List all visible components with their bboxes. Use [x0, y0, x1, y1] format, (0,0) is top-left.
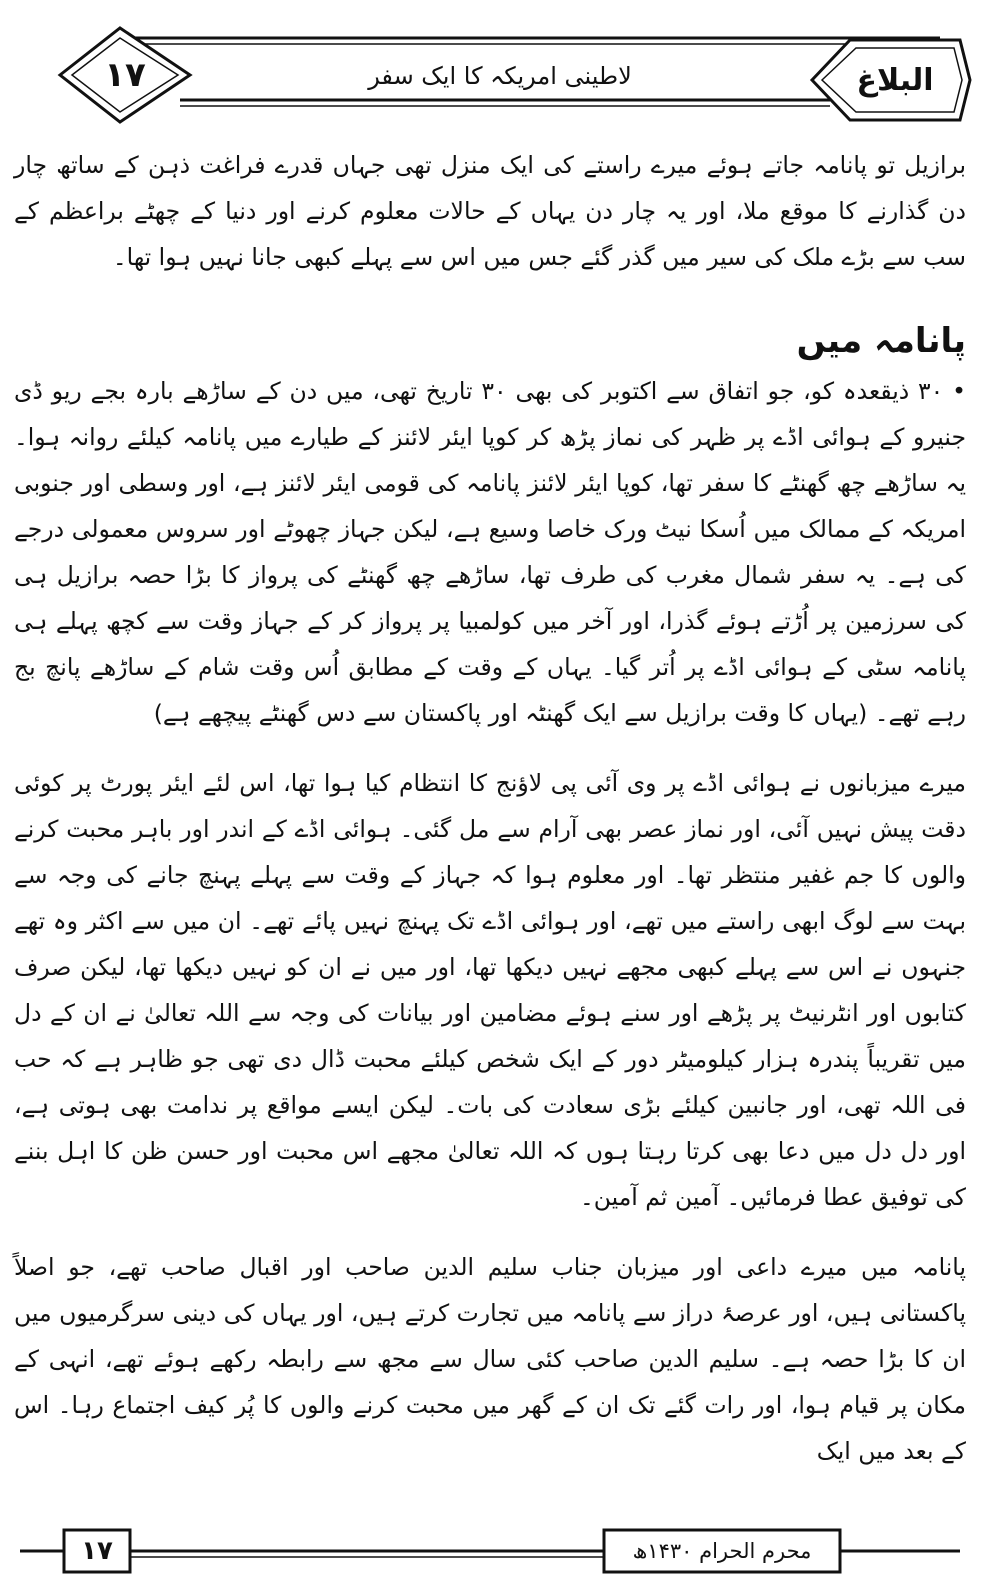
running-title: لاطینی امریکہ کا ایک سفر [368, 62, 632, 90]
page-footer [0, 1520, 990, 1591]
page-header [0, 0, 990, 140]
section-heading: پانامہ میں [796, 321, 966, 361]
footer-page-number: ۱۷ [81, 1536, 113, 1566]
magazine-logo: البلاغ [856, 62, 934, 98]
article-body [14, 122, 966, 1474]
issue-date: محرم الحرام ۱۴۳۰ھ [632, 1539, 812, 1563]
body-paragraph: پانامہ میں میرے داعی اور میزبان جناب سلیم الدین صاحب اور اقبال صاحب تھے، جو اصلاً پاکستانی ہیں، اور عرصۂ دراز سے پانامہ میں تجارت کرتے ہیں، اور یہاں کی دینی سرگرمیوں میں ان کا بڑا حصہ ہے۔ سلیم الدین صاحب کئی سال سے مجھ سے رابطہ رکھے ہوئے تھے، انہی کے مکان پر قیام ہوا، اور رات گئے تک ان کے گھر میں محبت کرنے والوں کا پُر کیف اجتماع رہا۔ اس کے بعد میں ایک [14, 1253, 966, 1465]
header-page-number: ۱۷ [104, 55, 146, 95]
footer-frame [0, 1520, 990, 1591]
body-paragraph: • ۳۰ ذیقعدہ کو، جو اتفاق سے اکتوبر کی بھی ۳۰ تاریخ تھی، میں دن کے ساڑھے بارہ بجے ریو ڈی جنیرو کے ہوائی اڈے پر ظہر کی نماز پڑھ کر کوپا ایئر لائنز کے طیارے میں پانامہ کیلئے روانہ ہوا۔ یہ ساڑھے چھ گھنٹے کا سفر تھا، کوپا ایئر لائنز پانامہ کی قومی ایئر لائنز ہے، اور وسطی اور جنوبی امریکہ کے ممالک میں اُسکا نیٹ ورک خاصا وسیع ہے، لیکن جہاز چھوٹے اور سروس معمولی درجے کی ہے۔ یہ سفر شمال مغرب کی طرف تھا، ساڑھے چھ گھنٹے کی پرواز کا بڑا حصہ برازیل ہی کی سرزمین پر اُڑتے ہوئے گذرا، اور آخر میں کولمبیا پر پرواز کر کے جہاز وقت سے کچھ پہلے ہی پانامہ سٹی کے ہوائی اڈے پر اُتر گیا۔ یہاں کے وقت کے مطابق اُس وقت شام کے ساڑھے پانچ بج رہے تھے۔ (یہاں کا وقت برازیل سے ایک گھنٹہ اور پاکستان سے دس گھنٹے پیچھے ہے) [14, 377, 966, 727]
body-paragraph: میرے میزبانوں نے ہوائی اڈے پر وی آئی پی لاؤنج کا انتظام کیا ہوا تھا، اس لئے ایئر پورٹ پر کوئی دقت پیش نہیں آئی، اور نماز عصر بھی آرام سے مل گئی۔ ہوائی اڈے کے اندر اور باہر محبت کرنے والوں کا جم غفیر منتظر تھا۔ اور معلوم ہوا کہ جہاز کے وقت سے پہلے پہنچ جانے کی وجہ سے بہت سے لوگ ابھی راستے میں تھے، اور ہوائی اڈے تک پہنچ نہیں پائے تھے۔ ان میں سے اکثر وہ تھے جنہوں نے اس سے پہلے کبھی مجھے نہیں دیکھا تھا، اور میں نے ان کو نہیں دیکھا تھا، لیکن صرف کتابوں اور انٹرنیٹ پر پڑھے اور سنے ہوئے مضامین اور بیانات کی وجہ سے اللہ تعالیٰ نے ان کے دل میں تقریباً پندرہ ہزار کیلومیٹر دور کے ایک شخص کیلئے محبت ڈال دی تھی جو ظاہر ہے کہ حب فی اللہ تھی، اور جانبین کیلئے بڑی سعادت کی بات۔ لیکن ایسے مواقع پر ندامت بھی ہوتی ہے، اور دل دل میں دعا بھی کرتا رہتا ہوں کہ اللہ تعالیٰ مجھے اس محبت اور حسن ظن کا اہل بننے کی توفیق عطا فرمائیں۔ آمین ثم آمین۔ [14, 769, 966, 1211]
intro-paragraph: برازیل تو پانامہ جاتے ہوئے میرے راستے کی ایک منزل تھی جہاں قدرے فراغت ذہن کے ساتھ چار دن گذارنے کا موقع ملا، اور یہ چار دن یہاں کے حالات معلوم کرنے اور دنیا کے چھٹے براعظم کے سب سے بڑے ملک کی سیر میں گذر گئے جس میں اس سے پہلے کبھی جانا نہیں ہوا تھا۔ [14, 151, 967, 271]
